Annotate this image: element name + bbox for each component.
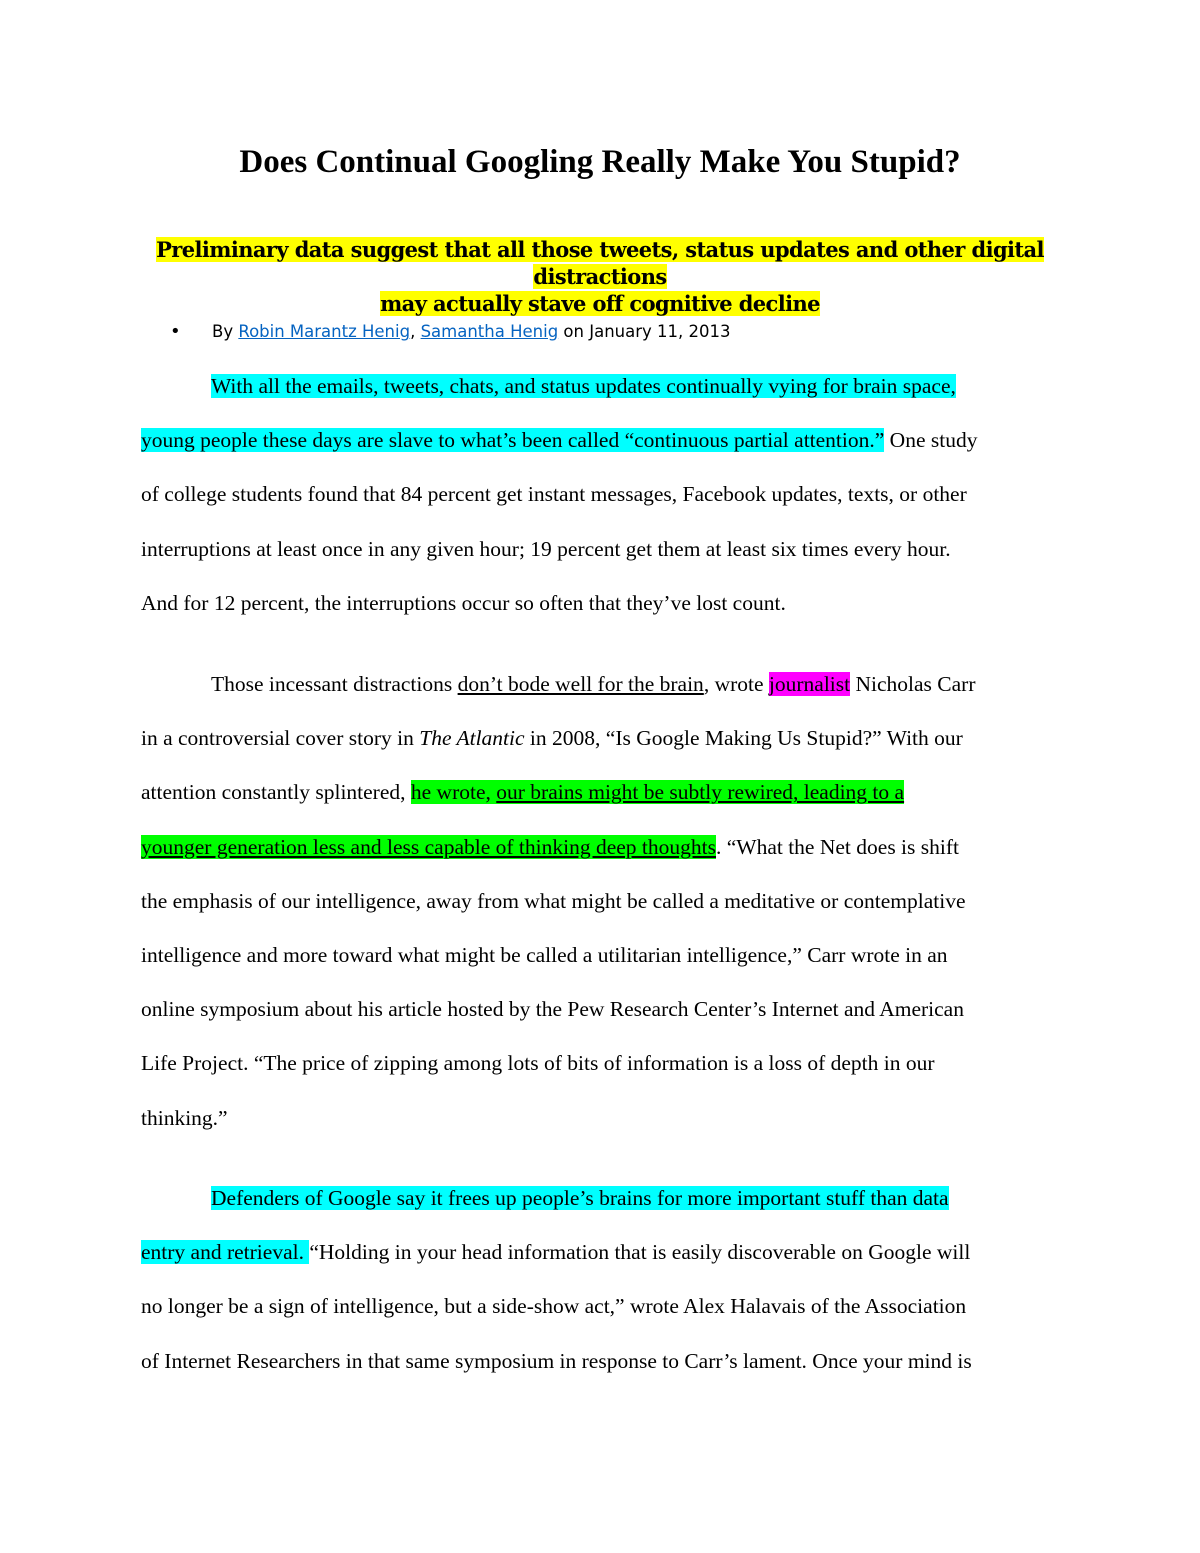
paragraph-1-line: And for 12 percent, the interruptions occur so often that they’ve lost count. — [141, 590, 786, 615]
text-run: attention constantly splintered, — [141, 780, 411, 805]
paragraph-3 — [141, 1171, 1061, 1388]
text-run: , wrote — [703, 672, 769, 696]
author-link-samantha[interactable]: Samantha Henig — [420, 322, 559, 341]
highlight-cyan: Defenders of Google say it frees up people’s brains for more important stuff than data — [211, 1186, 949, 1210]
paragraph-1-line — [141, 359, 1061, 413]
byline-date: on January 11, 2013 — [558, 322, 731, 341]
paragraph-2-line: thinking.” — [141, 1105, 228, 1130]
paragraph-1 — [141, 359, 1061, 630]
paragraph-3-line — [141, 1225, 1061, 1279]
paragraph-2-line: online symposium about his article hosted by the Pew Research Center’s Internet and American — [141, 997, 964, 1022]
highlight-green-underlined: younger generation less and less capable of thinking deep thoughts — [141, 834, 716, 859]
highlight-green-underlined: our brains might be subtly rewired, leading to a — [496, 780, 905, 805]
bullet-icon: • — [170, 321, 181, 342]
text-run: Nicholas Carr — [850, 672, 976, 696]
byline-separator: , — [410, 322, 421, 341]
highlight-green: he wrote, — [410, 780, 497, 805]
underlined-text: don’t bode well for the brain — [457, 672, 704, 696]
paragraph-3-line: of Internet Researchers in that same symposium in response to Carr’s lament. Once your mind is — [141, 1348, 972, 1373]
paragraph-2-line: Life Project. “The price of zipping among lots of bits of information is a loss of depth in our — [141, 1051, 935, 1076]
paragraph-2-line: the emphasis of our intelligence, away from what might be called a meditative or contemplative — [141, 888, 966, 913]
text-run: in a controversial cover story in — [141, 726, 420, 751]
paragraph-2-line — [141, 711, 1061, 765]
highlight-cyan: entry and retrieval. — [141, 1240, 310, 1265]
highlight-magenta: journalist — [768, 672, 851, 696]
paragraph-1-line — [141, 413, 1061, 467]
subtitle-line-2: may actually stave off cognitive decline — [380, 291, 820, 316]
paragraph-1-line: interruptions at least once in any given hour; 19 percent get them at least six times every hour. — [141, 536, 951, 561]
highlight-cyan: With all the emails, tweets, chats, and status updates continually vying for brain space, — [211, 374, 956, 398]
paragraph-2 — [141, 657, 1061, 1145]
article-subtitle — [110, 236, 1090, 317]
text-run: in 2008, “Is Google Making Us Stupid?” With our — [524, 726, 963, 751]
publication-name: The Atlantic — [419, 726, 525, 751]
paragraph-3-line — [141, 1171, 1061, 1225]
paragraph-2-line — [141, 657, 1061, 711]
text-run: “Holding in your head information that is easily discoverable on Google will — [309, 1240, 971, 1265]
paragraph-3-line: no longer be a sign of intelligence, but a side-show act,” wrote Alex Halavais of the Association — [141, 1294, 967, 1319]
paragraph-1-line: of college students found that 84 percent get instant messages, Facebook updates, texts, or other — [141, 482, 967, 507]
byline-text — [212, 318, 731, 346]
article-title: Does Continual Googling Really Make You Stupid? — [239, 144, 961, 180]
highlight-cyan: young people these days are slave to what’s been called “continuous partial attention.” — [141, 428, 885, 453]
author-link-robin[interactable]: Robin Marantz Henig — [238, 322, 411, 341]
byline-prefix: By — [212, 322, 239, 341]
text-run: Those incessant distractions — [211, 672, 458, 696]
paragraph-2-line — [141, 765, 1061, 819]
paragraph-2-line — [141, 820, 1061, 874]
subtitle-line-1: Preliminary data suggest that all those tweets, status updates and other digital distractions — [156, 237, 1044, 289]
paragraph-2-line: intelligence and more toward what might be called a utilitarian intelligence,” Carr wrote in an — [141, 943, 948, 968]
text-run: . “What the Net does is shift — [715, 834, 959, 859]
text-run: One study — [884, 428, 978, 453]
